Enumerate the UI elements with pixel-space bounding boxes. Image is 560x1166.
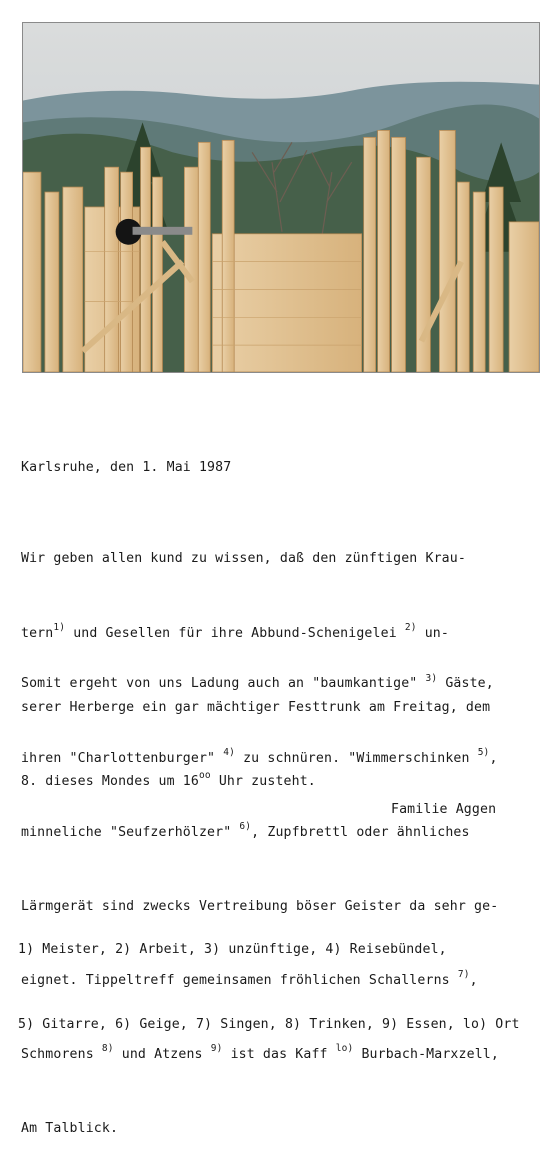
footnote-marker: 9) (210, 1043, 223, 1055)
text-line: Schmorens $^{8)}$ und Atzens $^{9)}$ ist das Kaff $^{lo)}$ Burbach-Marxzell, (21, 1043, 499, 1062)
text-line: Am Talblick. (21, 1120, 119, 1136)
footnote-marker: 1) (53, 622, 66, 634)
signature: Familie Aggen (391, 802, 497, 817)
footnote-marker: lo) (335, 1043, 354, 1055)
footnote-marker: 5) (477, 747, 490, 759)
footnote-line: 1) Meister, 2) Arbeit, 3) unzünftige, 4) Reisebündel, (18, 942, 447, 958)
time-superscript: oo (198, 770, 211, 782)
text-line: minneliche "Seufzerhölzer" $^{6)}$, Zupfbrettl oder ähnliches (21, 821, 470, 840)
footnotes (18, 889, 520, 1062)
footnote-line: 5) Gitarre, 6) Geige, 7) Singen, 8) Trinken, 9) Essen, lo) Ort (18, 1016, 520, 1032)
footnote-marker: 2) (404, 622, 417, 634)
text-line: serer Herberge ein gar mächtiger Festtrunk am Freitag, dem (21, 699, 491, 715)
text-line: Somit ergeht von uns Ladung auch an "baumkantige" $^{3)}$ Gäste, (21, 673, 494, 692)
footnote-marker: 8) (101, 1043, 114, 1055)
text-line: 8. dieses Mondes um $16^{oo}$ Uhr zusteht. (21, 770, 316, 789)
date-line: Karlsruhe, den 1. Mai 1987 (21, 460, 232, 475)
text-line: eignet. Tippeltreff gemeinsamen fröhlichen Schallerns $^{7)}$, (21, 969, 478, 988)
timber-frame-photo (23, 23, 539, 372)
text-line: Wir geben allen kund zu wissen, daß den zünftigen Krau- (21, 551, 466, 567)
footnote-marker: 3) (425, 673, 438, 685)
text-line: Lärmgerät sind zwecks Vertreibung böser Geister da sehr ge- (21, 898, 499, 914)
construction-photo (22, 22, 540, 373)
text-line: tern$^{1)}$ und Gesellen für ihre Abbund-Schenigelei $^{2)}$ un- (21, 622, 449, 641)
footnote-marker: 6) (239, 821, 252, 833)
footnote-marker: 7) (457, 969, 470, 981)
footnote-marker: 4) (223, 747, 235, 759)
text-line: ihren "Charlottenburger" $^{4)}$ zu schnüren. "Wimmerschinken $^{5)}$, (21, 747, 498, 766)
